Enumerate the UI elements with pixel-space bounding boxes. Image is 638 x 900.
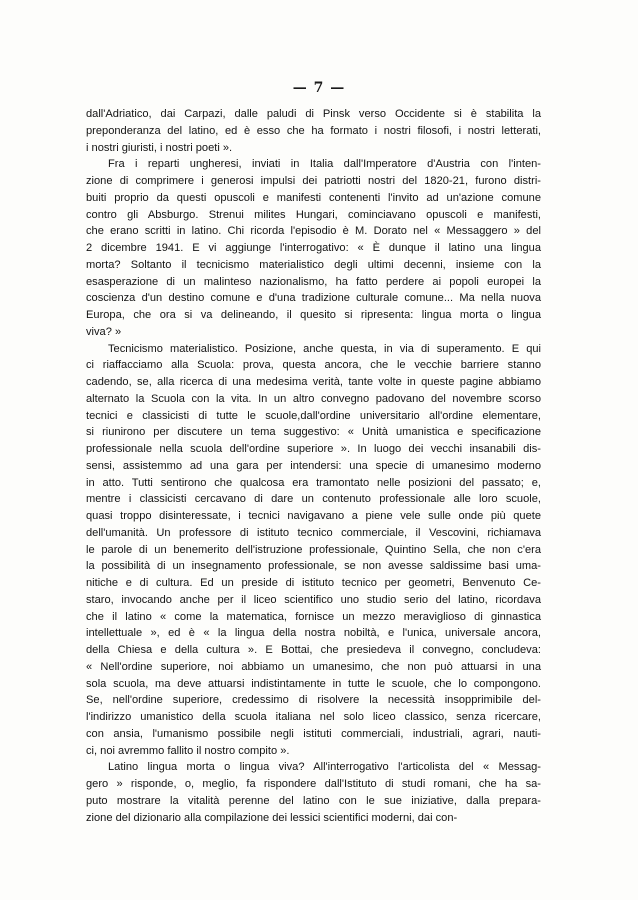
text-line: in atto. Tutti sentirono che qualcosa era tramontato nelle posizioni del passato; e,	[86, 476, 541, 489]
paragraph	[86, 341, 541, 760]
text-line: dell'umanità. Un professore di istituto tecnico commerciale, il Vescovini, richiamava	[86, 526, 541, 539]
text-line: sola scuola, ma deve attuarsi indistintamente in tutte le scuole, che lo compongono.	[86, 677, 541, 690]
text-line: si riunirono per discutere un tema suggestivo: « Unità umanistica e specificazione	[86, 426, 541, 439]
paragraph	[86, 156, 541, 340]
text-line: i nostri giuristi, i nostri poeti ».	[86, 141, 233, 154]
page-number: — 7 —	[292, 80, 346, 96]
text-line: Europa, che ora si va delineando, il quesito si ripresenta: lingua morta o lingua	[86, 309, 541, 321]
text-line: Latino lingua morta o lingua viva? All'interrogativo l'articolista del « Messag-	[108, 761, 541, 774]
paragraph	[86, 106, 541, 156]
text-line: zione del dizionario alla compilazione dei lessici scientifici moderni, dai con-	[86, 811, 458, 824]
text-line: contro gli Absburgo. Strenui milites Hungari, cominciavano opuscoli e manifesti,	[86, 208, 541, 221]
text-line: Fra i reparti ungheresi, inviati in Italia dall'Imperatore d'Austria con l'inten-	[108, 158, 541, 171]
text-line: quasi troppo disinteressate, i tecnici navigavano a piene vele sulle onde più quete	[86, 510, 541, 522]
text-line: 2 dicembre 1941. E vi aggiunge l'interrogativo: « È dunque il latino una lingua	[86, 242, 541, 254]
paragraph	[86, 759, 541, 826]
text-line: dall'Adriatico, dai Carpazi, dalle paludi di Pinsk verso Occidente si è stabilita la	[86, 108, 541, 120]
text-line: morta? Soltanto il tecnicismo materialistico degli ultimi decenni, insieme con la	[86, 258, 541, 271]
text-line: con ansia, l'umanismo possibile negli istituti commerciali, industriali, agrari, nauti-	[86, 727, 541, 740]
text-line: buiti proprio da questi opuscoli e manifesti contenenti l'invito ad un'azione comune	[86, 191, 541, 204]
text-line: preponderanza del latino, ed è esso che ha formato i nostri filosofi, i nostri letterati,	[86, 124, 541, 137]
text-line: ci, noi avremmo fallito il nostro compito ».	[86, 744, 290, 757]
text-line: professionale nella scuola dell'ordine superiore ». In luogo dei vecchi insanabili dis-	[86, 443, 541, 455]
text-line: Tecnicismo materialistico. Posizione, anche questa, in via di superamento. E qui	[108, 342, 541, 355]
text-line: viva? »	[86, 325, 122, 338]
text-line: la possibilità di un insegnamento professionale, se non avesse saldissime basi uma-	[86, 560, 541, 573]
text-line: che erano scritti in latino. Chi ricorda l'episodio è M. Dorato nel « Messaggero » del	[86, 225, 541, 238]
text-line: le parole di un benemerito dell'istruzione professionale, Quintino Sella, che non c'era	[86, 543, 541, 556]
text-line: « Nell'ordine superiore, noi abbiamo un umanesimo, che non può attuarsi in una	[86, 660, 541, 673]
text-line: zione di comprimere i generosi impulsi dei patriotti nostri del 1820-21, furono distri-	[86, 175, 541, 187]
text-line: Se, nell'ordine superiore, credessimo di risolvere la necessità insopprimibile del-	[86, 694, 541, 707]
text-line: nitiche e di cultura. Ed un preside di istituto tecnico per geometri, Benvenuto Ce-	[86, 577, 541, 589]
text-line: della Chiesa e della cultura ». E Bottai, che presiedeva il convegno, concludeva:	[86, 644, 541, 656]
text-line: staro, invocando anche per il liceo scientifico uno studio serio del latino, ricordava	[86, 593, 541, 606]
text-line: coscienza d'un destino comune e d'una tradizione culturale comune... Ma nella nuova	[86, 292, 541, 305]
text-line: ci riaffacciamo alla Scuola: prova, questa ancora, che le vecchie barriere stanno	[86, 359, 541, 372]
text-line: intellettuale », ed è « la lingua della nostra nobiltà, e l'unica, universale ancora,	[86, 627, 541, 640]
text-line: l'indirizzo umanistico della scuola italiana nel solo liceo classico, senza ricercare,	[86, 711, 541, 723]
body-text	[86, 106, 541, 826]
text-line: tecnici e classicisti di tutte le scuole,dall'ordine universitario all'ordine elementare,	[86, 409, 541, 422]
text-line: alternato la Scuola con la vita. In un altro convegno padovano del novembre scorso	[86, 392, 541, 405]
text-line: cadendo, se, alla ricerca di una medesima verità, tante volte in queste pagine abbiamo	[86, 376, 541, 388]
text-line: esasperazione di un malinteso nazionalismo, ha fatto perdere ai popoli europei la	[86, 275, 541, 288]
text-line: sensi, assistemmo ad una gara per intendersi: una specie di umanesimo moderno	[86, 459, 541, 472]
text-line: gero » risponde, o, meglio, fa rispondere dall'Istituto di studi romani, che ha sa-	[86, 778, 541, 790]
text-line: mentre i classicisti cercavano di dare un contenuto professionale alle loro scuole,	[86, 493, 541, 506]
text-line: puto mostrare la vitalità perenne del latino con le sue iniziative, dalla prepara-	[86, 794, 541, 807]
text-line: che il latino « come la matematica, fornisce un mezzo meraviglioso di ginnastica	[86, 610, 541, 623]
